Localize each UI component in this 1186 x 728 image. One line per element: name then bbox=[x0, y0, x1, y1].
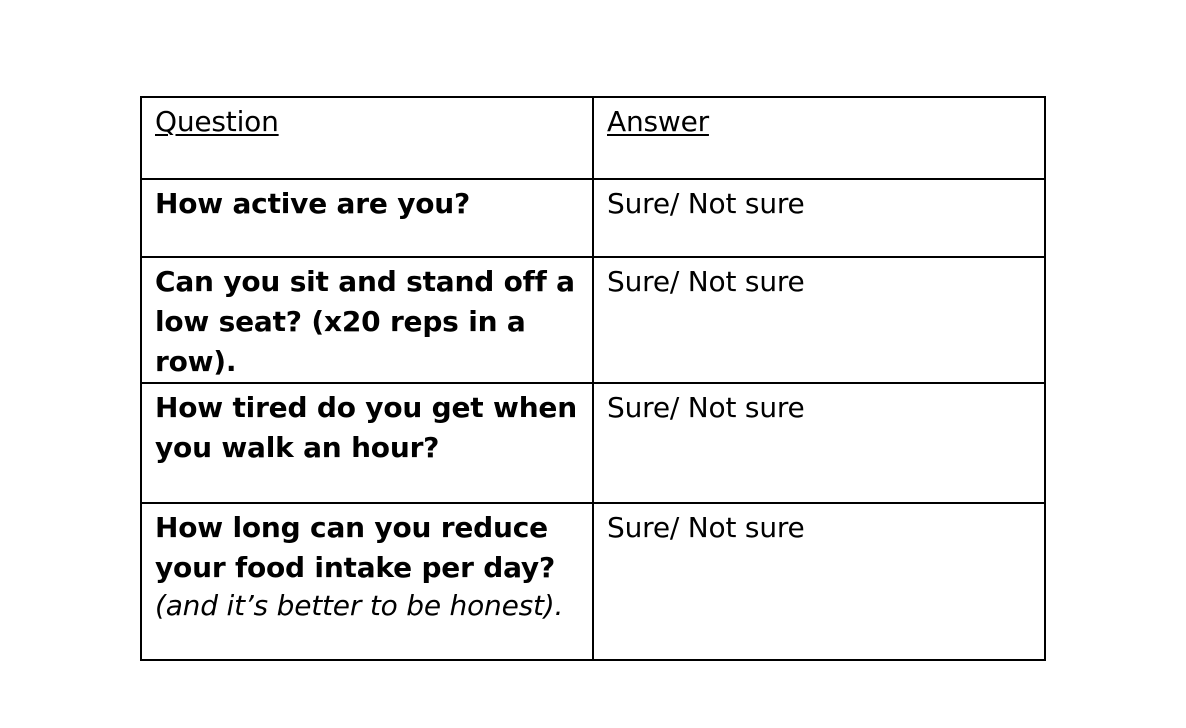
table-row bbox=[141, 503, 1045, 660]
answer-cell bbox=[593, 179, 1045, 257]
answer-cell bbox=[593, 383, 1045, 503]
table-header-row bbox=[141, 97, 1045, 179]
table-row bbox=[141, 257, 1045, 383]
question-text: How long can you reduce your food intake per day? bbox=[155, 511, 556, 584]
answer-text: Sure/ Not sure bbox=[607, 391, 805, 424]
answer-text: Sure/ Not sure bbox=[607, 511, 805, 544]
question-note: (and it’s better to be honest). bbox=[155, 589, 564, 622]
answer-header-cell bbox=[593, 97, 1045, 179]
question-text: Can you sit and stand off a low seat? (x20 reps in a row). bbox=[155, 265, 575, 378]
question-cell bbox=[141, 503, 593, 660]
question-text: How active are you? bbox=[155, 187, 471, 220]
question-text: How tired do you get when you walk an hour? bbox=[155, 391, 577, 464]
question-cell bbox=[141, 383, 593, 503]
table-row bbox=[141, 383, 1045, 503]
question-cell bbox=[141, 179, 593, 257]
question-header: Question bbox=[155, 105, 279, 138]
answer-text: Sure/ Not sure bbox=[607, 187, 805, 220]
answer-cell bbox=[593, 257, 1045, 383]
answer-header: Answer bbox=[607, 105, 709, 138]
table-row bbox=[141, 179, 1045, 257]
answer-cell bbox=[593, 503, 1045, 660]
question-answer-table bbox=[140, 96, 1046, 661]
question-cell bbox=[141, 257, 593, 383]
question-header-cell bbox=[141, 97, 593, 179]
answer-text: Sure/ Not sure bbox=[607, 265, 805, 298]
